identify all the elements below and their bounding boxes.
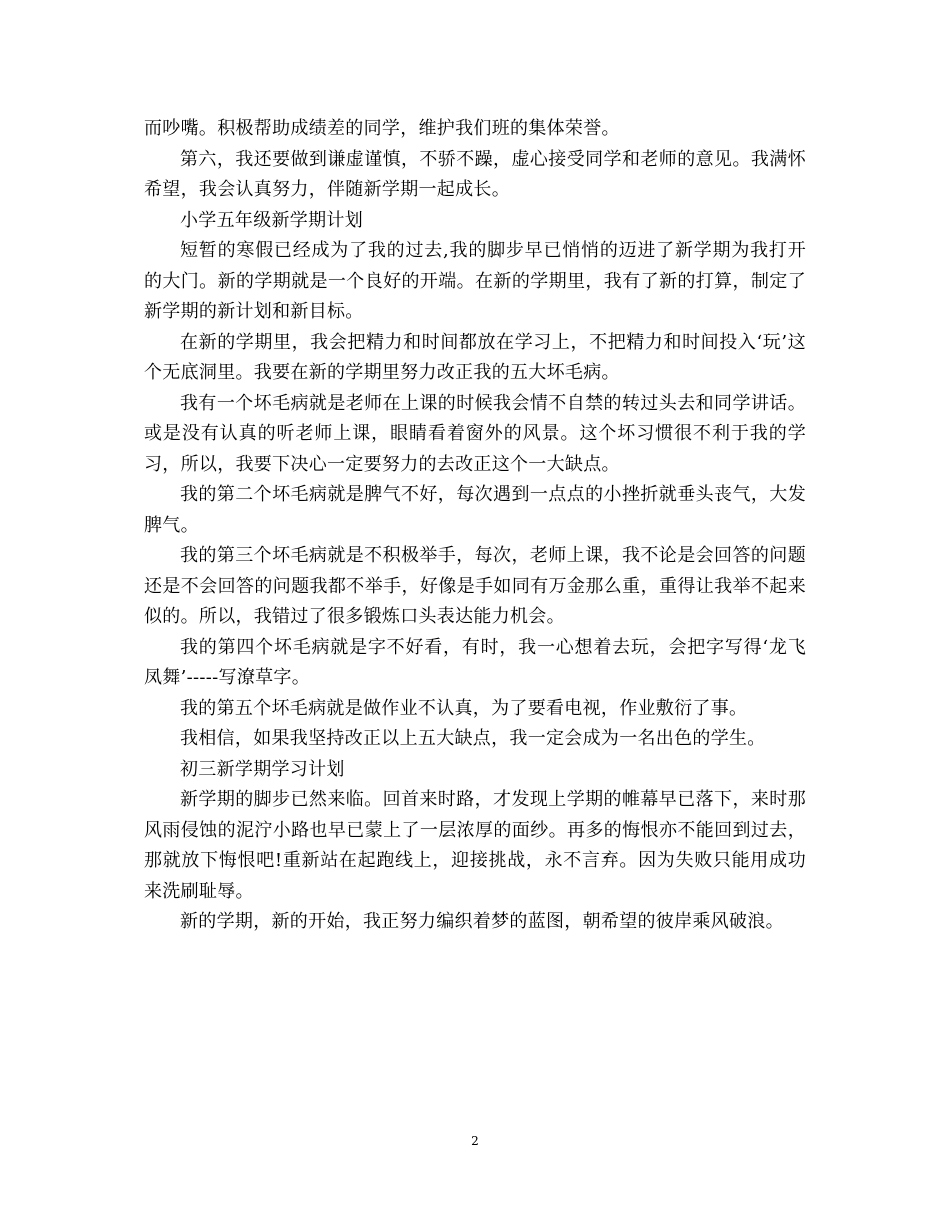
paragraph: 我的第四个坏毛病就是字不好看，有时，我一心想着去玩，会把字写得‘龙飞凤舞’-----写潦草字。 bbox=[144, 636, 806, 688]
paragraph: 第六，我还要做到谦虚谨慎，不骄不躁，虚心接受同学和老师的意见。我满怀希望，我会认真努力，伴随新学期一起成长。 bbox=[144, 148, 806, 200]
paragraph-continuation: 而吵嘴。积极帮助成绩差的同学，维护我们班的集体荣誉。 bbox=[144, 118, 620, 139]
paragraph: 我的第五个坏毛病就是做作业不认真，为了要看电视，作业敷衍了事。 bbox=[180, 697, 748, 719]
paragraph: 我的第二个坏毛病就是脾气不好，每次遇到一点点的小挫折就垂头丧气，大发脾气。 bbox=[144, 484, 806, 536]
paragraph: 新学期的脚步已然来临。回首来时路，才发现上学期的帷幕早已落下，来时那风雨侵蚀的泥泞小路也早已蒙上了一层浓厚的面纱。再多的悔恨亦不能回到过去，那就放下悔恨吧!重新站在起跑线上，迎接挑战，永不言弃。因为失败只能用成功来洗刷耻辱。 bbox=[144, 789, 806, 902]
paragraph: 我相信，如果我坚持改正以上五大缺点，我一定会成为一名出色的学生。 bbox=[180, 728, 766, 749]
paragraph: 我有一个坏毛病就是老师在上课的时候我会情不自禁的转过头去和同学讲话。或是没有认真的听老师上课，眼睛看着窗外的风景。这个坏习惯很不利于我的学习，所以，我要下决心一定要努力的去改正这个一大缺点。 bbox=[144, 392, 806, 475]
page-number: 2 bbox=[471, 1134, 479, 1148]
section-heading: 小学五年级新学期计划 bbox=[180, 209, 363, 231]
paragraph: 在新的学期里，我会把精力和时间都放在学习上，不把精力和时间投入‘玩’这个无底洞里。我要在新的学期里努力改正我的五大坏毛病。 bbox=[144, 331, 806, 383]
paragraph: 短暂的寒假已经成为了我的过去,我的脚步早已悄悄的迈进了新学期为我打开的大门。新的学期就是一个良好的开端。在新的学期里，我有了新的打算，制定了新学期的新计划和新目标。 bbox=[144, 240, 806, 322]
paragraph: 新的学期，新的开始，我正努力编织着梦的蓝图，朝希望的彼岸乘风破浪。 bbox=[180, 911, 784, 932]
section-heading: 初三新学期学习计划 bbox=[180, 758, 345, 780]
paragraph: 我的第三个坏毛病就是不积极举手，每次，老师上课，我不论是会回答的问题还是不会回答的问题我都不举手，好像是手如同有万金那么重，重得让我举不起来似的。所以，我错过了很多锻炼口头表达能力机会。 bbox=[144, 545, 806, 627]
document-body bbox=[144, 114, 806, 938]
